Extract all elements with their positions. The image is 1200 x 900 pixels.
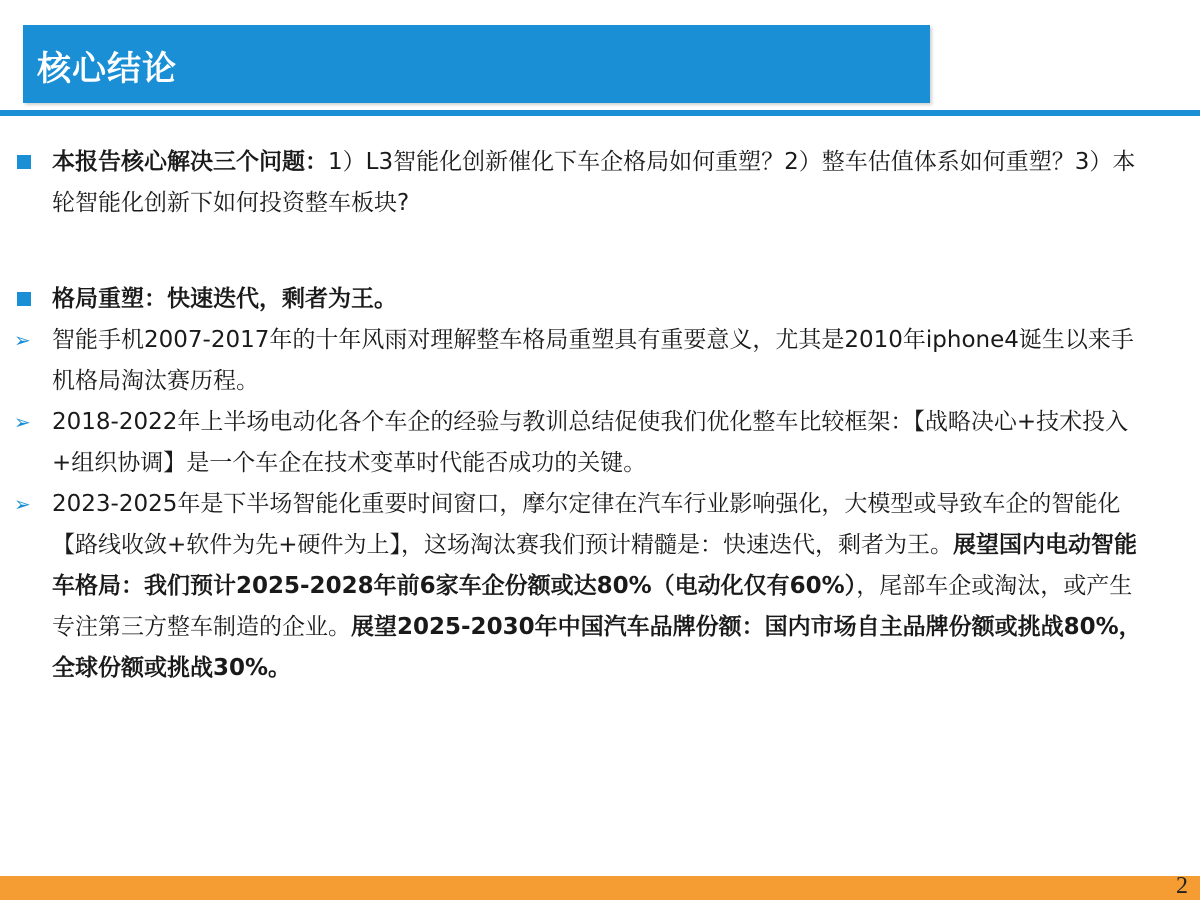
item-text: 2018-2022年上半场电动化各个车企的经验与教训总结促使我们优化整车比较框架：【战略决心+技术投入+组织协调】是一个车企在技术变革时代能否成功的关键。: [52, 409, 1129, 476]
page-title: 核心结论: [37, 49, 177, 89]
arrow-bullet-icon: ➢: [14, 410, 31, 434]
item-text: ，尾部车企或淘汰，或产生专注第三方整车制造的企业。: [52, 573, 1133, 640]
list-item-landscape-heading: [0, 279, 1200, 320]
item-lead: 本报告核心解决三个问题：: [52, 149, 328, 175]
item-text: 2023-2025年是下半场智能化重要时间窗口，摩尔定律在汽车行业影响强化，大模型或导致车企的智能化【路线收敛+软件为先+硬件为上】，这场淘汰赛我们预计精髓是：快速迭代，剩者为王。: [52, 491, 1121, 558]
list-item-smartphone: [0, 320, 1200, 402]
arrow-bullet-icon: ➢: [14, 492, 31, 516]
square-bullet-icon: [17, 155, 31, 169]
item-bold-outlook-brand: 展望2025-2030年中国汽车品牌份额：国内市场自主品牌份额或挑战80%，全球份额或挑战30%。: [52, 614, 1142, 681]
content-body: [0, 142, 1200, 689]
list-item-electrification: [0, 402, 1200, 484]
item-text: 智能手机2007-2017年的十年风雨对理解整车格局重塑具有重要意义，尤其是2010年iphone4诞生以来手机格局淘汰赛历程。: [52, 327, 1134, 394]
list-item-intelligence: [0, 484, 1200, 689]
item-bold-outlook-domestic: 展望国内电动智能车格局：我们预计2025-2028年前6家车企份额或达80%（电动化仅有60%）: [52, 532, 1138, 599]
title-underline: [0, 110, 1200, 116]
item-lead: 格局重塑：快速迭代，剩者为王。: [52, 286, 397, 312]
title-banner: [23, 25, 930, 103]
arrow-bullet-icon: ➢: [14, 328, 31, 352]
square-bullet-icon: [17, 292, 31, 306]
page-number: 2: [1176, 873, 1188, 899]
list-item-core-questions: [0, 142, 1200, 224]
footer-bar: [0, 876, 1200, 900]
item-text: 1）L3智能化创新催化下车企格局如何重塑？2）整车估值体系如何重塑？3）本轮智能化创新下如何投资整车板块?: [52, 149, 1136, 216]
spacer: [0, 224, 1200, 279]
